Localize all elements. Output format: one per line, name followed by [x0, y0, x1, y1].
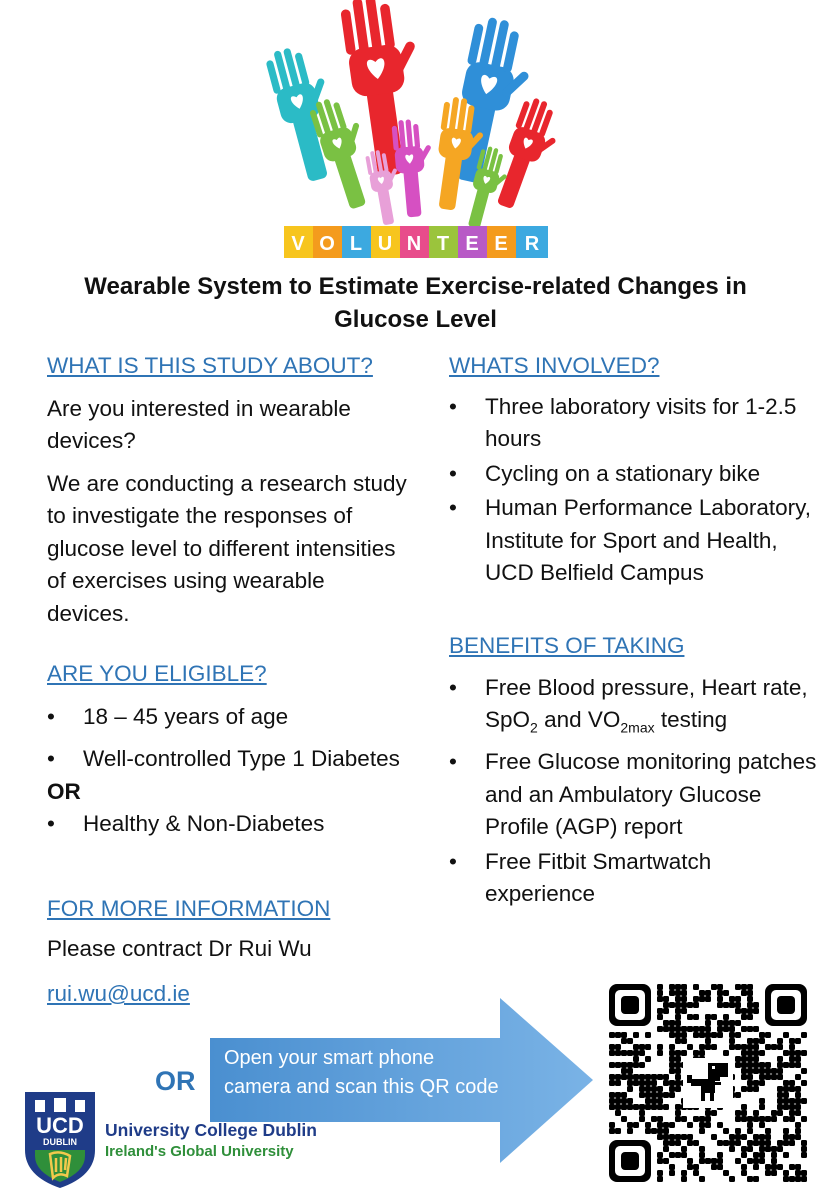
about-section: [47, 350, 412, 630]
eligible-list: [47, 701, 412, 776]
volunteer-hands-illustration: [0, 0, 831, 262]
list-item: • Free Blood pressure, Heart rate, SpO$_2$ and $VO_{2max}$ testing: [449, 672, 821, 745]
list-item: • Healthy & Non-Diabetes: [47, 808, 412, 841]
eligible-or-label: OR: [47, 778, 81, 804]
banner-letter: T: [436, 233, 450, 255]
university-name: University College Dublin: [105, 1120, 317, 1140]
info-section: [47, 893, 412, 1011]
volunteer-banner: [284, 226, 548, 258]
eligibility-section: [47, 658, 412, 841]
list-item: • Human Performance Laboratory, Institute for Sport and Health, UCD Belfield Campus: [449, 492, 821, 590]
crest-text: UCD: [36, 1113, 84, 1138]
list-item: • Well-controlled Type 1 Diabetes: [47, 743, 412, 776]
involved-list: [449, 391, 821, 590]
banner-letter: U: [377, 233, 393, 255]
benefits-list: [449, 672, 821, 911]
involved-section: [449, 350, 821, 590]
banner-letter: N: [406, 233, 422, 255]
about-paragraph-1: Are you interested in wearable devices?: [47, 395, 351, 453]
banner-letter: L: [349, 233, 363, 255]
list-item: • 18 – 45 years of age: [47, 701, 412, 734]
banner-letter: O: [319, 233, 335, 255]
banner-letter: E: [494, 233, 508, 255]
list-item: • Free Fitbit Smartwatch experience: [449, 846, 821, 911]
list-item: • Free Glucose monitoring patches and an Ambulatory Glucose Profile (AGP) report: [449, 746, 821, 844]
list-item: • Three laboratory visits for 1-2.5 hours: [449, 391, 821, 456]
email-link[interactable]: rui.wu@ucd.ie: [47, 981, 190, 1006]
crest-subtext: DUBLIN: [43, 1137, 77, 1147]
banner-letter: V: [291, 233, 305, 255]
banner-letter: R: [524, 233, 540, 255]
about-paragraph-2: We are conducting a research study to investigate the responses of glucose level to different intensities of exercises using wearable devices.: [47, 470, 407, 626]
eligible-list-alt: [47, 808, 412, 841]
banner-letter: E: [465, 233, 479, 255]
info-heading: FOR MORE INFORMATION: [47, 896, 331, 921]
involved-heading: WHATS INVOLVED?: [449, 353, 660, 378]
university-tagline: Ireland's Global University: [105, 1143, 294, 1160]
or-label: OR: [155, 1066, 196, 1096]
page-title: Wearable System to Estimate Exercise-related Changes in Glucose Level: [84, 273, 747, 333]
ucd-logo: [23, 1092, 333, 1188]
qr-code: [609, 984, 807, 1182]
about-heading: WHAT IS THIS STUDY ABOUT?: [47, 353, 373, 378]
info-text: Please contract Dr Rui Wu: [47, 935, 312, 961]
benefits-heading: BENEFITS OF TAKING: [449, 633, 685, 658]
list-item: • Cycling on a stationary bike: [449, 458, 821, 491]
scan-instruction: Open your smart phone camera and scan this QR code: [224, 1047, 499, 1098]
benefits-section: [449, 630, 821, 911]
eligible-heading: ARE YOU ELIGIBLE?: [47, 661, 267, 686]
